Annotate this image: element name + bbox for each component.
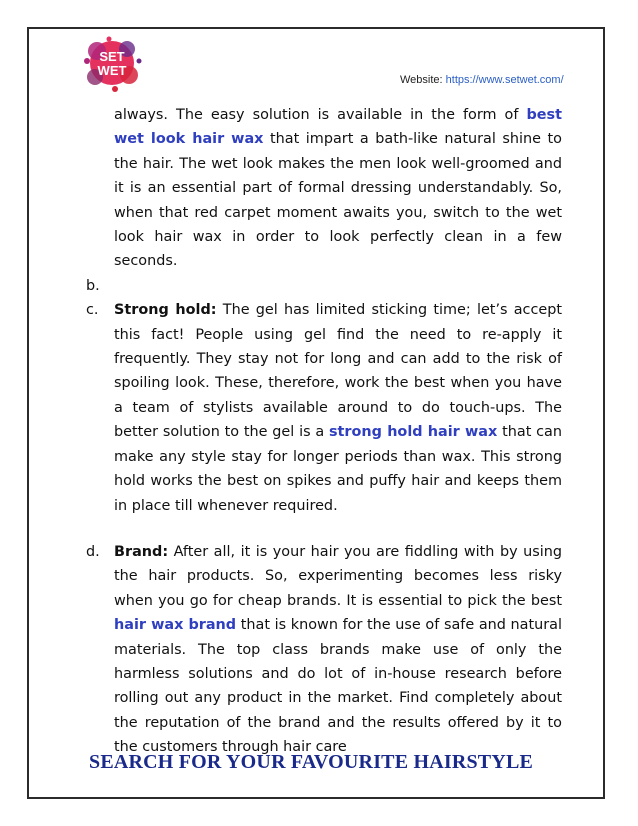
website-line bbox=[400, 74, 564, 86]
strong-hold-hair-wax-link[interactable]: strong hold hair wax bbox=[328, 424, 498, 441]
item-d-text-2: that is known for the use of safe and natural materials. The top class brands make use of only the harmless solutions and do lot of in-house research before rolling out any product in the market. Find completely about the reputation of the brand and the results offered by it to the customers through hair care bbox=[114, 617, 562, 756]
document-body bbox=[86, 103, 562, 760]
para-a-text-1: always. The easy solution is available in the form of bbox=[114, 107, 527, 123]
list-marker-b: b. bbox=[86, 277, 100, 294]
setwet-logo bbox=[79, 33, 145, 93]
strong-hold-heading: Strong hold: bbox=[114, 302, 217, 319]
item-c-text-2: that can make any style stay for longer periods than wax. This strong hold works the best on spikes and puffy hair and keeps them in place till whenever required. bbox=[114, 424, 562, 514]
paragraph-a-continuation bbox=[86, 103, 562, 274]
footer-banner: SEARCH FOR YOUR FAVOURITE HAIRSTYLE bbox=[89, 751, 534, 773]
item-c-text-1: The gel has limited sticking time; let’s accept this fact! People using gel find the need to re-apply it frequently. They stay not for long and can add to the risk of spoiling look. These, therefore, work the best when you have a team of stylists available around to do touch-ups. The better solution to the gel is a bbox=[114, 302, 563, 441]
spacer bbox=[86, 518, 562, 540]
logo-text-wet: WET bbox=[97, 63, 127, 78]
brand-heading: Brand: bbox=[114, 543, 169, 560]
logo-text-set: SET bbox=[99, 49, 125, 64]
website-label: Website: bbox=[400, 74, 446, 86]
best-wet-look-hair-wax-link[interactable]: best wet look hair wax bbox=[114, 107, 562, 148]
list-marker-d: d. bbox=[86, 543, 100, 560]
hair-wax-brand-link[interactable]: hair wax brand bbox=[114, 617, 237, 634]
para-a-text-2: that impart a bath-like natural shine to the hair. The wet look makes the men look well-groomed and it is an essential part of formal dressing understandably. So, when that red carpet moment awaits you, switch to the wet look hair wax in order to look perfectly clean in a few seconds. bbox=[114, 131, 562, 270]
list-item-b bbox=[86, 274, 562, 298]
list-marker-c: c. bbox=[86, 302, 99, 319]
website-url-link[interactable]: https://www.setwet.com/ bbox=[445, 74, 564, 86]
list-item-c bbox=[86, 298, 562, 518]
list-item-d bbox=[86, 540, 562, 760]
item-d-text-1: After all, it is your hair you are fiddling with by using the hair products. So, experimenting becomes less risky when you go for cheap brands. It is essential to pick the best bbox=[114, 543, 562, 609]
